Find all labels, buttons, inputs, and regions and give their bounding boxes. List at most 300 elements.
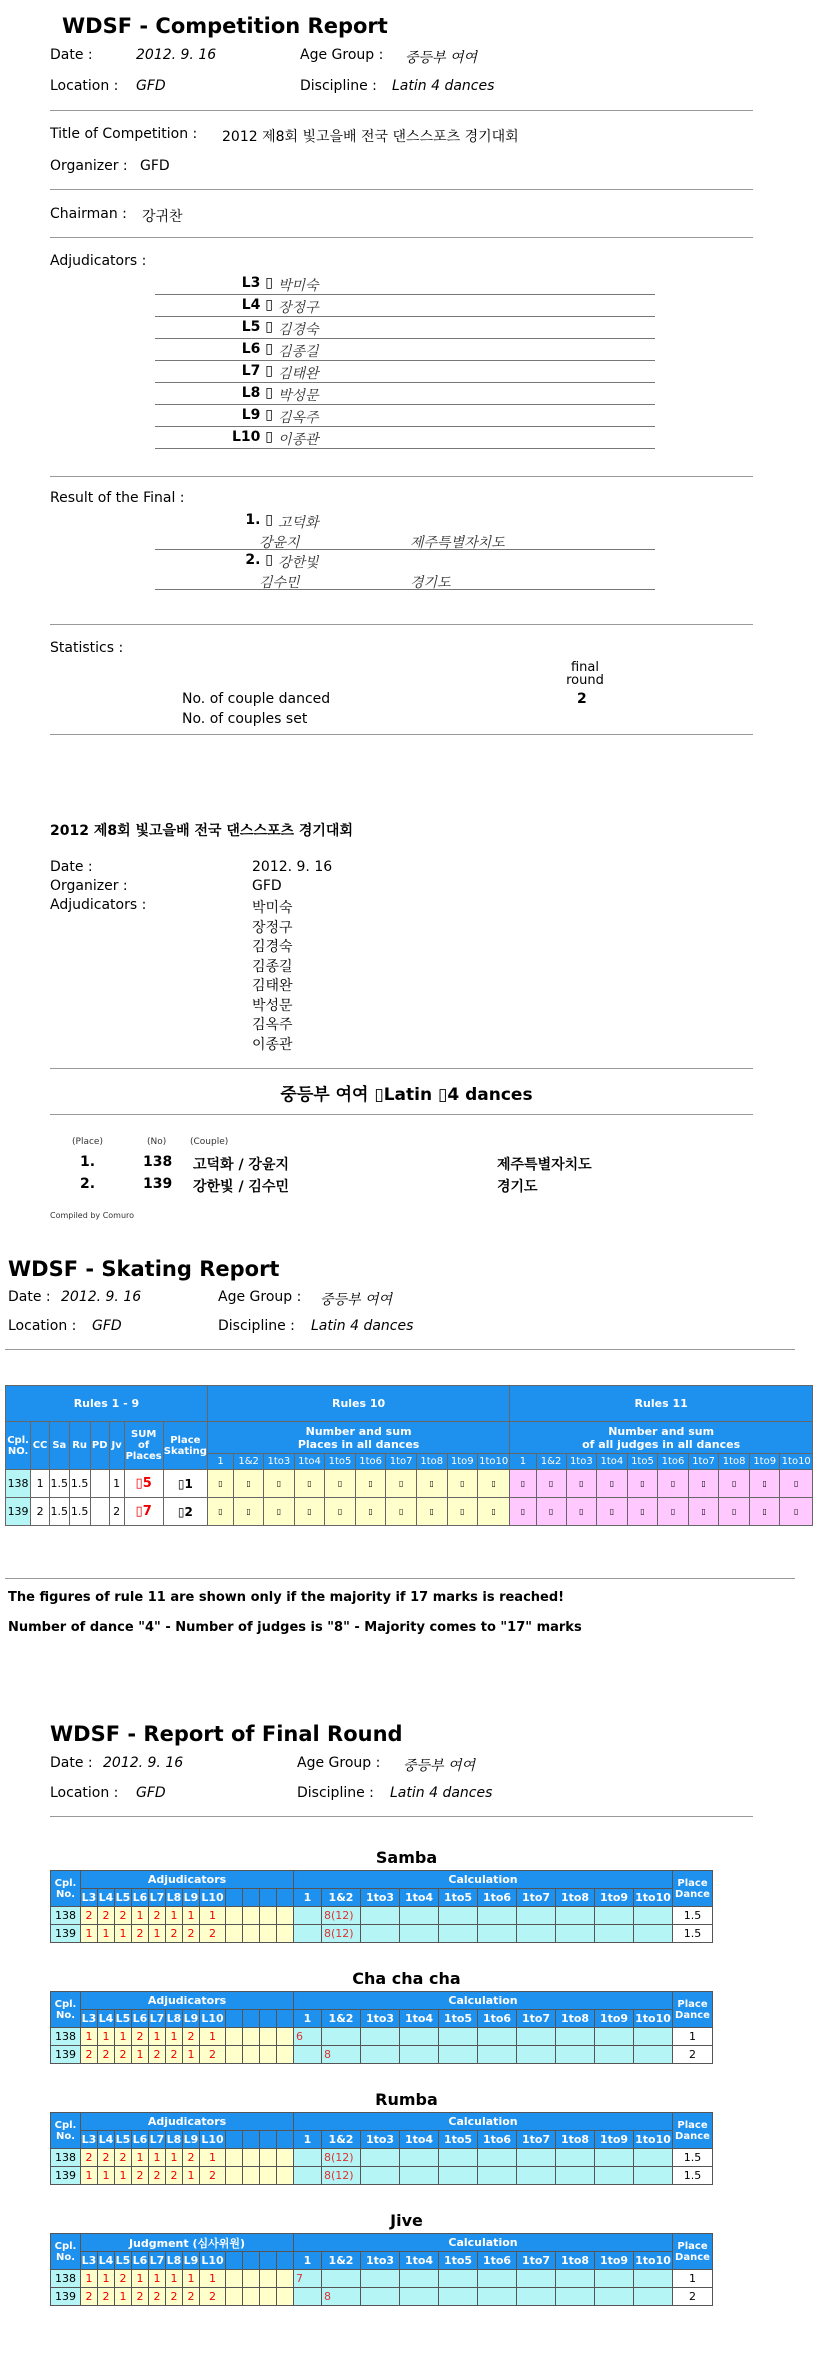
judge-mark: 2 — [81, 2046, 98, 2064]
adjudicator-name: 김태완 — [278, 366, 319, 382]
skating-col-header: Place Skating — [163, 1422, 207, 1470]
table-row — [51, 2270, 713, 2288]
result-entry — [155, 512, 655, 550]
calc-col-header: 1to9 — [595, 2131, 634, 2149]
skating-cell: 139 — [6, 1498, 31, 1526]
calc-cell — [400, 1907, 439, 1925]
summary-report — [0, 800, 813, 1250]
couple-number: 139 — [51, 1925, 81, 1943]
calc-col-header: 1to9 — [595, 2010, 634, 2028]
cpl-no-header: Cpl. No. — [51, 1992, 81, 2028]
calc-col-header: 1to10 — [634, 2010, 673, 2028]
calc-col-header: 1to8 — [719, 1454, 750, 1470]
dance-title: Jive — [390, 2211, 423, 2230]
final-round-title: WDSF - Report of Final Round — [50, 1722, 403, 1746]
rule-11-cell: ▯ — [627, 1470, 658, 1498]
couple-number: 139 — [51, 2167, 81, 2185]
rule-10-cell: ▯ — [325, 1470, 356, 1498]
calc-cell — [294, 2167, 322, 2185]
judge-col-header: L9 — [183, 2131, 200, 2149]
judge-mark: 2 — [115, 2149, 132, 2167]
judge-col-header — [226, 2010, 243, 2028]
judge-col-header: L7 — [149, 2010, 166, 2028]
place-dance-value: 1.5 — [673, 1907, 713, 1925]
calc-cell — [517, 2028, 556, 2046]
calc-cell — [478, 2028, 517, 2046]
judge-mark: 2 — [98, 2288, 115, 2306]
calc-cell — [556, 2288, 595, 2306]
calc-cell — [361, 1907, 400, 1925]
fr-location-label: Location : — [50, 1785, 119, 1801]
skating-cell: 2 — [109, 1498, 124, 1526]
calc-col-header: 1to5 — [439, 2010, 478, 2028]
calc-cell — [361, 2149, 400, 2167]
calc-cell — [595, 2149, 634, 2167]
calc-col-header: 1to7 — [517, 2010, 556, 2028]
judge-mark — [243, 2270, 260, 2288]
rules-11-header: Rules 11 — [510, 1386, 813, 1422]
calc-cell — [556, 2028, 595, 2046]
judge-col-header: L10 — [200, 2252, 226, 2270]
adjudicator-row — [155, 429, 655, 449]
calc-col-header: 1to4 — [597, 1454, 628, 1470]
calc-col-header: 1&2 — [536, 1454, 566, 1470]
judge-mark: 2 — [200, 2167, 226, 2185]
skating-cell: 1 — [109, 1470, 124, 1498]
skating-cell: 1.5 — [50, 1470, 70, 1498]
summary-adjudicators-label: Adjudicators : — [50, 897, 147, 913]
skating-discipline-value: Latin 4 dances — [311, 1318, 414, 1334]
calc-cell — [634, 2270, 673, 2288]
calc-col-header: 1to5 — [439, 1889, 478, 1907]
calc-cell — [439, 2270, 478, 2288]
fr-date-label: Date : — [50, 1755, 93, 1771]
judge-mark: 2 — [183, 1925, 200, 1943]
event-title: 중등부 여여 ▯Latin ▯4 dances — [280, 1085, 533, 1105]
rule-11-cell: ▯ — [719, 1470, 750, 1498]
place-dance-header: Place Dance — [673, 2234, 713, 2270]
calc-cell — [361, 2167, 400, 2185]
calc-col-header: 1to4 — [400, 1889, 439, 1907]
couple-number: 138 — [51, 2028, 81, 2046]
summary-organizer-value: GFD — [252, 878, 282, 894]
judge-mark: 1 — [132, 1907, 149, 1925]
judge-mark — [226, 2167, 243, 2185]
summary-adjudicator-name: 김종길 — [252, 958, 293, 975]
calc-cell — [294, 2288, 322, 2306]
judge-mark — [260, 2270, 277, 2288]
judge-mark: 2 — [115, 1907, 132, 1925]
judge-mark — [277, 2046, 294, 2064]
result-leader: 강한빛 — [278, 555, 319, 571]
calc-cell — [517, 2149, 556, 2167]
judge-mark: 2 — [149, 1907, 166, 1925]
rule-10-cell: ▯ — [447, 1470, 478, 1498]
couples-danced-label: No. of couple danced — [182, 691, 331, 707]
judge-col-header: L7 — [149, 2252, 166, 2270]
summary-no: 138 — [143, 1154, 173, 1170]
judge-mark: 1 — [149, 2149, 166, 2167]
judge-col-header — [243, 2131, 260, 2149]
judge-mark — [243, 2046, 260, 2064]
judge-col-header — [243, 2010, 260, 2028]
skating-table — [5, 1385, 813, 1526]
fr-date-value: 2012. 9. 16 — [103, 1755, 184, 1771]
adjudicator-name: 김종길 — [278, 344, 319, 360]
calc-col-header: 1to4 — [400, 2010, 439, 2028]
judge-mark: 1 — [183, 1907, 200, 1925]
judge-col-header: L6 — [132, 2252, 149, 2270]
judge-col-header: L3 — [81, 2131, 98, 2149]
final-round-report — [0, 1700, 813, 2380]
calc-cell — [294, 1925, 322, 1943]
calc-cell — [595, 2046, 634, 2064]
skating-col-header: Sa — [50, 1422, 70, 1470]
skating-cell: ▯5 — [124, 1470, 163, 1498]
judge-mark — [226, 2288, 243, 2306]
judge-mark: 2 — [98, 2046, 115, 2064]
rule-11-cell: ▯ — [597, 1498, 628, 1526]
calc-cell: 6 — [294, 2028, 322, 2046]
divider — [50, 624, 753, 625]
calc-cell — [439, 2149, 478, 2167]
judge-mark: 2 — [81, 2288, 98, 2306]
calc-col-header: 1 — [294, 2010, 322, 2028]
calc-cell — [400, 2288, 439, 2306]
judge-col-header: L10 — [200, 1889, 226, 1907]
competition-report — [0, 0, 813, 760]
divider — [50, 476, 753, 477]
skating-col-header: Cpl. NO. — [6, 1422, 31, 1470]
skating-cell: ▯1 — [163, 1470, 207, 1498]
calc-cell — [361, 2028, 400, 2046]
adjudicator-code: L4 ▯ — [241, 297, 273, 313]
judge-mark: 2 — [81, 1907, 98, 1925]
calc-cell — [478, 2149, 517, 2167]
calc-cell: 8 — [322, 2046, 361, 2064]
judge-mark — [277, 1907, 294, 1925]
judge-mark — [226, 2270, 243, 2288]
rule-10-cell: ▯ — [207, 1498, 233, 1526]
result-follower: 강윤지 — [259, 535, 300, 551]
result-leader: 고덕화 — [278, 515, 319, 531]
rules-11-subheader: Number and sum of all judges in all dances — [510, 1422, 813, 1454]
adjudicator-name: 김경숙 — [278, 322, 319, 338]
divider — [5, 1578, 795, 1579]
judge-mark: 2 — [115, 2046, 132, 2064]
adjudicators-header: Judgment (심사위원) — [81, 2234, 294, 2252]
calc-cell — [294, 2046, 322, 2064]
adjudicator-row — [155, 341, 655, 361]
summary-adjudicator-name: 김경숙 — [252, 939, 293, 955]
judge-mark: 1 — [115, 2028, 132, 2046]
calc-cell — [517, 1907, 556, 1925]
judge-col-header: L5 — [115, 2252, 132, 2270]
calc-col-header: 1to5 — [325, 1454, 356, 1470]
calc-cell — [634, 2167, 673, 2185]
calc-cell — [517, 2046, 556, 2064]
calc-col-header: 1to9 — [595, 2252, 634, 2270]
judge-col-header — [277, 2131, 294, 2149]
result-region: 경기도 — [410, 575, 451, 591]
rule-11-cell: ▯ — [749, 1470, 780, 1498]
judge-mark — [260, 2028, 277, 2046]
judge-col-header: L8 — [166, 2252, 183, 2270]
calc-col-header: 1to10 — [780, 1454, 813, 1470]
judge-mark: 1 — [115, 1925, 132, 1943]
judge-mark: 1 — [115, 2288, 132, 2306]
rule-10-cell: ▯ — [294, 1498, 325, 1526]
judge-col-header — [226, 2252, 243, 2270]
calc-col-header: 1to8 — [556, 2252, 595, 2270]
calc-cell — [517, 2167, 556, 2185]
place-dance-header: Place Dance — [673, 2113, 713, 2149]
calc-col-header: 1to5 — [627, 1454, 658, 1470]
calc-cell — [556, 1925, 595, 1943]
judge-mark — [277, 2028, 294, 2046]
calculation-header: Calculation — [294, 1871, 673, 1889]
table-row — [51, 2149, 713, 2167]
judge-col-header: L6 — [132, 2131, 149, 2149]
cpl-no-header: Cpl. No. — [51, 2113, 81, 2149]
judge-mark — [260, 1907, 277, 1925]
calc-cell — [361, 2046, 400, 2064]
judge-mark: 1 — [81, 2028, 98, 2046]
calc-col-header: 1 — [207, 1454, 233, 1470]
judge-col-header: L6 — [132, 2010, 149, 2028]
rule-10-cell: ▯ — [294, 1470, 325, 1498]
judge-mark: 2 — [81, 2149, 98, 2167]
calc-cell — [634, 2046, 673, 2064]
rule-11-cell: ▯ — [510, 1470, 536, 1498]
rule-11-cell: ▯ — [658, 1470, 689, 1498]
calculation-header: Calculation — [294, 1992, 673, 2010]
judge-col-header — [260, 1889, 277, 1907]
calc-cell — [322, 2270, 361, 2288]
calc-cell — [439, 2028, 478, 2046]
judge-mark: 1 — [166, 2149, 183, 2167]
calc-cell — [634, 2149, 673, 2167]
summary-date-label: Date : — [50, 859, 93, 875]
adjudicators-header: Adjudicators — [81, 1992, 294, 2010]
skating-note-2: Number of dance "4" - Number of judges is "8" - Majority comes to "17" marks — [8, 1620, 582, 1635]
judge-mark: 2 — [98, 1907, 115, 1925]
calc-col-header: 1&2 — [322, 2010, 361, 2028]
rule-11-cell: ▯ — [780, 1470, 813, 1498]
judge-mark: 1 — [200, 2149, 226, 2167]
skating-cell: 1.5 — [69, 1498, 90, 1526]
skating-col-header: CC — [31, 1422, 50, 1470]
judge-mark: 1 — [132, 2149, 149, 2167]
adjudicators-header: Adjudicators — [81, 1871, 294, 1889]
calc-col-header: 1to6 — [478, 2252, 517, 2270]
judge-col-header: L3 — [81, 2252, 98, 2270]
calc-cell — [556, 2149, 595, 2167]
calc-cell — [400, 1925, 439, 1943]
calc-cell — [478, 1925, 517, 1943]
judge-mark — [243, 2167, 260, 2185]
judge-col-header: L9 — [183, 2010, 200, 2028]
judge-mark: 1 — [166, 2270, 183, 2288]
date-label: Date : — [50, 47, 93, 63]
place-dance-value: 1.5 — [673, 1925, 713, 1943]
couples-danced-value: 2 — [577, 691, 587, 707]
rule-10-cell: ▯ — [416, 1470, 447, 1498]
calc-cell — [556, 2167, 595, 2185]
judge-col-header: L5 — [115, 2131, 132, 2149]
table-row — [51, 2046, 713, 2064]
judge-mark — [226, 2149, 243, 2167]
underline — [155, 549, 655, 550]
calc-col-header: 1to9 — [749, 1454, 780, 1470]
judge-col-header: L3 — [81, 2010, 98, 2028]
calc-cell — [634, 2028, 673, 2046]
organizer-label: Organizer : — [50, 158, 128, 174]
title-of-competition-label: Title of Competition : — [50, 126, 198, 142]
judge-mark: 2 — [149, 2288, 166, 2306]
adjudicators-header: Adjudicators — [81, 2113, 294, 2131]
age-group-value: 중등부 여여 — [405, 50, 478, 66]
calc-col-header: 1 — [510, 1454, 536, 1470]
age-group-label: Age Group : — [300, 47, 384, 63]
calc-cell — [595, 2167, 634, 2185]
calc-col-header: 1to10 — [478, 1454, 510, 1470]
calc-col-header: 1to8 — [556, 1889, 595, 1907]
dance-table — [50, 1991, 713, 2064]
calc-cell — [322, 2028, 361, 2046]
dance-table — [50, 2112, 713, 2185]
calc-col-header: 1to8 — [556, 2131, 595, 2149]
skating-discipline-label: Discipline : — [218, 1318, 295, 1334]
judge-mark — [277, 2288, 294, 2306]
judge-mark: 2 — [132, 2028, 149, 2046]
adjudicator-row — [155, 297, 655, 317]
calc-col-header: 1 — [294, 1889, 322, 1907]
result-place: 1. ▯ — [245, 512, 273, 528]
place-dance-header: Place Dance — [673, 1871, 713, 1907]
col-no: (No) — [147, 1137, 167, 1147]
judge-col-header — [226, 1889, 243, 1907]
calc-cell — [400, 2270, 439, 2288]
skating-location-label: Location : — [8, 1318, 77, 1334]
adjudicator-code: L10 ▯ — [232, 429, 273, 445]
calc-col-header: 1to4 — [294, 1454, 325, 1470]
calc-cell — [294, 2149, 322, 2167]
chairman-value: 강귀찬 — [142, 209, 183, 225]
judge-mark: 1 — [200, 2028, 226, 2046]
table-row — [51, 1907, 713, 1925]
calc-col-header: 1to3 — [361, 2010, 400, 2028]
judge-col-header: L6 — [132, 1889, 149, 1907]
calc-col-header: 1to10 — [634, 2131, 673, 2149]
calc-cell — [439, 2167, 478, 2185]
judge-mark: 2 — [166, 2167, 183, 2185]
rule-11-cell: ▯ — [597, 1470, 628, 1498]
location-value: GFD — [136, 78, 166, 94]
skating-cell: 1.5 — [50, 1498, 70, 1526]
judge-mark — [226, 1925, 243, 1943]
judge-mark: 1 — [81, 2167, 98, 2185]
judge-col-header — [243, 1889, 260, 1907]
calculation-header: Calculation — [294, 2234, 673, 2252]
judge-mark — [260, 2046, 277, 2064]
summary-place: 2. — [80, 1176, 96, 1192]
calc-cell — [595, 2028, 634, 2046]
calc-cell — [478, 2167, 517, 2185]
judge-mark — [226, 2046, 243, 2064]
judge-mark — [277, 2270, 294, 2288]
rule-11-cell: ▯ — [566, 1470, 597, 1498]
skating-title: WDSF - Skating Report — [8, 1257, 280, 1281]
judge-mark: 1 — [98, 2270, 115, 2288]
calc-col-header: 1to3 — [264, 1454, 295, 1470]
place-dance-value: 1 — [673, 2270, 713, 2288]
calc-cell — [400, 2046, 439, 2064]
calc-col-header: 1to9 — [595, 1889, 634, 1907]
calc-cell — [556, 1907, 595, 1925]
place-dance-value: 2 — [673, 2046, 713, 2064]
rule-11-cell: ▯ — [566, 1498, 597, 1526]
judge-mark: 2 — [183, 2149, 200, 2167]
judge-mark — [277, 2167, 294, 2185]
dance-table — [50, 2233, 713, 2306]
rules-1-9-header: Rules 1 - 9 — [6, 1386, 208, 1422]
calc-col-header: 1&2 — [234, 1454, 264, 1470]
skating-date-label: Date : — [8, 1289, 51, 1305]
discipline-label: Discipline : — [300, 78, 377, 94]
couple-number: 138 — [51, 2149, 81, 2167]
place-dance-value: 1.5 — [673, 2149, 713, 2167]
skating-col-header: PD — [90, 1422, 109, 1470]
rule-10-cell: ▯ — [478, 1498, 510, 1526]
summary-adjudicator-name: 장정구 — [252, 919, 293, 936]
calc-col-header: 1to10 — [634, 2252, 673, 2270]
skating-report — [0, 1245, 813, 1705]
calc-cell — [400, 2167, 439, 2185]
calc-col-header: 1to9 — [447, 1454, 478, 1470]
summary-adjudicator-name: 박성문 — [252, 997, 293, 1014]
table-row — [51, 2167, 713, 2185]
summary-adjudicator-name: 박미숙 — [252, 900, 293, 916]
statistics-label: Statistics : — [50, 640, 124, 656]
calc-cell — [361, 1925, 400, 1943]
rule-10-cell: ▯ — [325, 1498, 356, 1526]
calc-col-header: 1to3 — [361, 2252, 400, 2270]
calc-col-header: 1to6 — [658, 1454, 689, 1470]
result-entry — [155, 552, 655, 590]
rule-11-cell: ▯ — [688, 1470, 719, 1498]
adjudicator-row — [155, 275, 655, 295]
result-place: 2. ▯ — [245, 552, 273, 568]
judge-mark: 1 — [149, 1925, 166, 1943]
calculation-header: Calculation — [294, 2113, 673, 2131]
judge-col-header — [260, 2131, 277, 2149]
result-label: Result of the Final : — [50, 490, 185, 506]
divider — [50, 734, 753, 735]
judge-col-header — [260, 2252, 277, 2270]
judge-mark: 1 — [132, 2270, 149, 2288]
calc-col-header: 1&2 — [322, 1889, 361, 1907]
judge-mark: 1 — [166, 1907, 183, 1925]
judge-col-header: L4 — [98, 1889, 115, 1907]
rule-10-cell: ▯ — [478, 1470, 510, 1498]
judge-col-header: L8 — [166, 2010, 183, 2028]
rule-11-cell: ▯ — [658, 1498, 689, 1526]
adjudicator-code: L8 ▯ — [241, 385, 273, 401]
calc-cell — [294, 1907, 322, 1925]
adjudicator-code: L9 ▯ — [241, 407, 273, 423]
fr-discipline-label: Discipline : — [297, 1785, 374, 1801]
